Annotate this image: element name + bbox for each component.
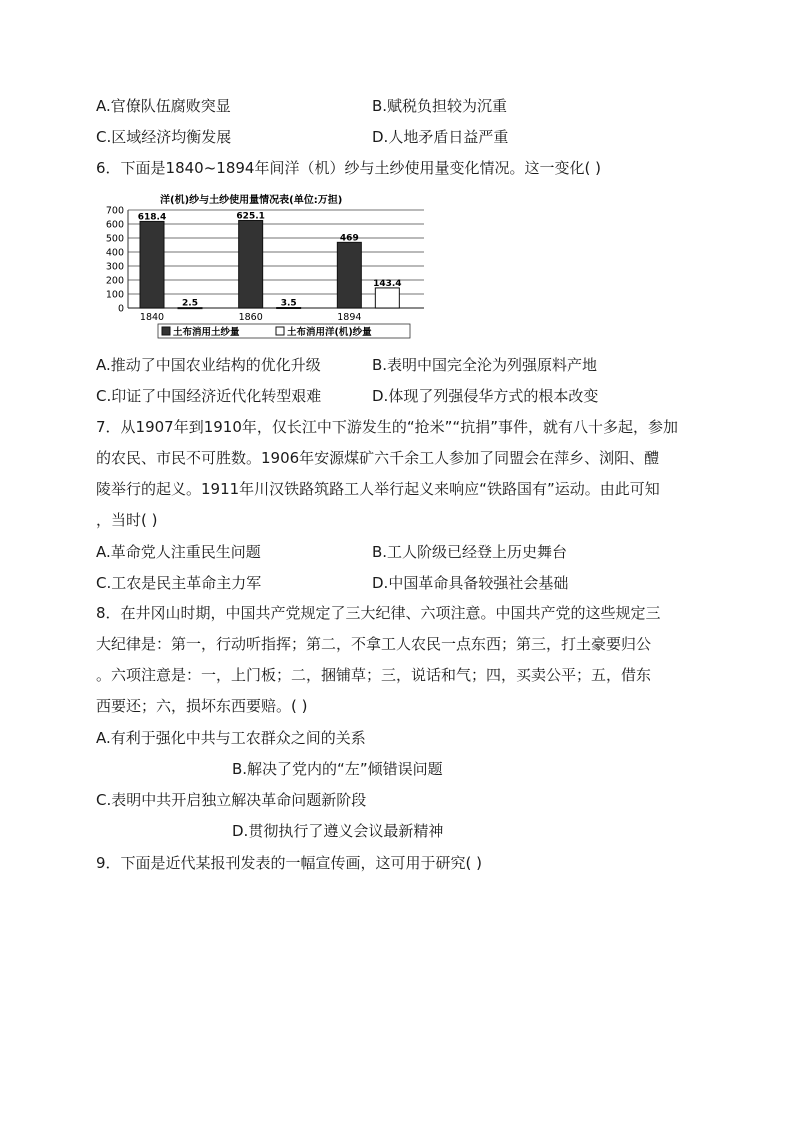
data-label: 469: [339, 233, 359, 244]
chart-legend: [158, 324, 410, 338]
bar-1840-series-1: [140, 221, 164, 308]
y-tick-label: 400: [105, 247, 124, 259]
x-tick-label: 1894: [337, 312, 362, 323]
q6-stem: 6．下面是1840~1894年间洋（机）纱与土纱使用量变化情况。这一变化( ): [96, 159, 601, 177]
q8-option-a: A.有利于强化中共与工农群众之间的关系: [96, 729, 366, 747]
legend-swatch-series-1: [162, 327, 170, 335]
legend-swatch-series-2: [276, 327, 284, 335]
y-tick-label: 700: [105, 205, 124, 217]
q8-stem-line: 大纪律是：第一，行动听指挥；第二，不拿工人农民一点东西；第三，打土豪要归公: [96, 635, 652, 653]
chart-y-axis: [106, 206, 128, 315]
q8-option-d: D.贯彻执行了遵义会议最新精神: [232, 822, 444, 840]
bar-1894-series-1: [337, 242, 361, 308]
q7-option-b: B.工人阶级已经登上历史舞台: [372, 543, 568, 561]
q5-option-a: A.官僚队伍腐败突显: [96, 97, 231, 115]
q8-stem: [96, 598, 700, 722]
q5-option-c: C.区域经济均衡发展: [96, 128, 232, 146]
legend-label-series-1: 土布消用土纱量: [173, 327, 240, 338]
q7-stem: [96, 412, 700, 536]
q6-option-d: D.体现了列强侵华方式的根本改变: [372, 387, 599, 405]
q8-stem-line: 西要还；六，损坏东西要赔。( ): [96, 697, 308, 715]
legend-label-series-2: 土布消用洋(机)纱量: [287, 327, 372, 338]
q8-option-b: B.解决了党内的“左”倾错误问题: [232, 760, 443, 778]
q7-option-d: D.中国革命具备较强社会基础: [372, 574, 569, 592]
data-label: 3.5: [280, 298, 297, 309]
q6-option-b: B.表明中国完全沦为列强原料产地: [372, 356, 598, 374]
q6-option-a: A.推动了中国农业结构的优化升级: [96, 356, 321, 374]
q7-option-a: A.革命党人注重民生问题: [96, 543, 261, 561]
y-tick-label: 0: [117, 303, 124, 315]
data-label: 2.5: [182, 298, 198, 309]
y-tick-label: 200: [105, 275, 124, 287]
chart-x-axis: [140, 312, 362, 323]
q8-stem-line: 。六项注意是：一，上门板；二，捆铺草；三，说话和气；四，买卖公平；五，借东: [96, 666, 652, 684]
q5-option-b: B.赋税负担较为沉重: [372, 97, 508, 115]
q7-option-c: C.工农是民主革命主力军: [96, 574, 262, 592]
bar-1860-series-1: [239, 220, 263, 308]
q8-option-c: C.表明中共开启独立解决革命问题新阶段: [96, 791, 367, 809]
y-tick-label: 500: [105, 233, 124, 245]
q5-option-d: D.人地矛盾日益严重: [372, 128, 509, 146]
y-tick-label: 100: [105, 289, 124, 301]
bar-1894-series-2: [375, 288, 399, 308]
yarn-usage-chart: [98, 190, 428, 340]
q6-option-c: C.印证了中国经济近代化转型艰难: [96, 387, 322, 405]
q8-stem-line: 8．在井冈山时期，中国共产党规定了三大纪律、六项注意。中国共产党的这些规定三: [96, 604, 661, 622]
q7-stem-line: 陵举行的起义。1911年川汉铁路筑路工人举行起义来响应“铁路国有”运动。由此可知: [96, 480, 660, 498]
q7-stem-line: ，当时( ): [96, 511, 158, 529]
y-tick-label: 300: [105, 261, 124, 273]
x-tick-label: 1860: [238, 312, 263, 323]
data-label: 143.4: [373, 278, 402, 289]
x-tick-label: 1840: [139, 312, 165, 323]
q7-stem-line: 的农民、市民不可胜数。1906年安源煤矿六千余工人参加了同盟会在萍乡、浏阳、醴: [96, 449, 660, 467]
data-label: 618.4: [137, 212, 167, 223]
q9-stem: 9．下面是近代某报刊发表的一幅宣传画，这可用于研究( ): [96, 854, 483, 872]
q7-stem-line: 7．从1907年到1910年，仅长江中下游发生的“抢米”“抗捐”事件，就有八十多起，参加: [96, 418, 678, 436]
chart-title: 洋(机)纱与土纱使用量情况表(单位:万担): [160, 195, 343, 206]
data-label: 625.1: [236, 211, 265, 222]
y-tick-label: 600: [105, 219, 124, 231]
